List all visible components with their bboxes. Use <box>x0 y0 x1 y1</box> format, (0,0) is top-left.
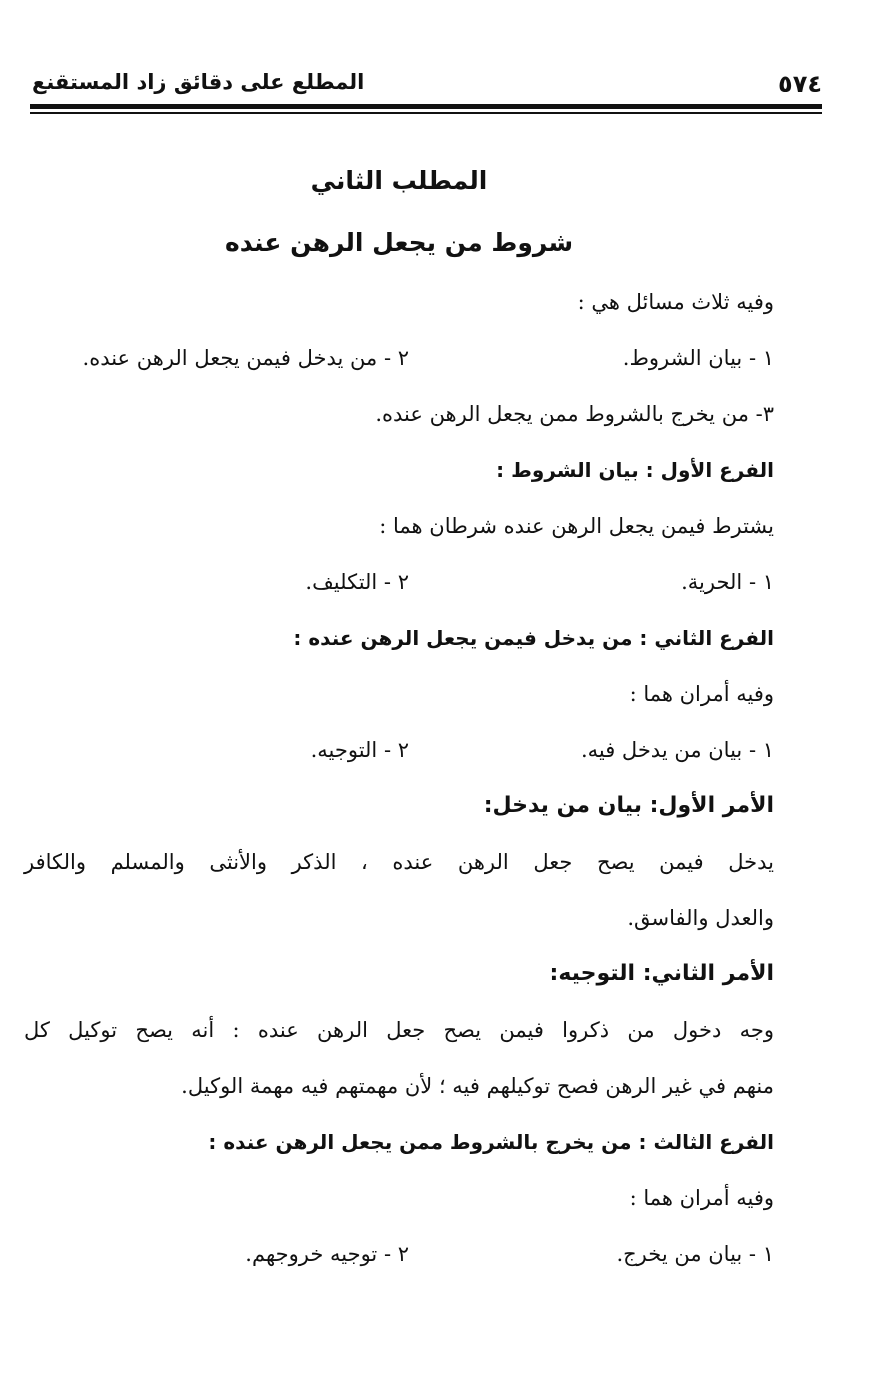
matter-heading: الأمر الثاني: التوجيه: <box>549 961 774 986</box>
paragraph: وفيه أمران هما : <box>629 1186 774 1210</box>
book-title: المطلع على دقائق زاد المستقنع <box>32 70 365 94</box>
exits-list-row <box>24 1226 774 1282</box>
branch-heading: الفرع الثاني : من يدخل فيمن يجعل الرهن عنده : <box>293 626 774 650</box>
page-body <box>24 150 774 1282</box>
matter-heading: الأمر الأول: بيان من يدخل: <box>483 793 774 818</box>
list-item: ٢ - من يدخل فيمن يجعل الرهن عنده. <box>82 346 409 370</box>
paragraph: يشترط فيمن يجعل الرهن عنده شرطان هما : <box>379 514 774 538</box>
list-item: ١ - بيان الشروط. <box>622 346 774 370</box>
branch-heading: الفرع الأول : بيان الشروط : <box>496 458 774 482</box>
issues-list-row <box>24 330 774 386</box>
paragraph-line: والعدل والفاسق. <box>627 906 774 930</box>
branch-heading: الفرع الثالث : من يخرج بالشروط ممن يجعل الرهن عنده : <box>208 1130 774 1154</box>
list-item: ٢ - التوجيه. <box>310 738 409 762</box>
intro-line: وفيه ثلاث مسائل هي : <box>577 290 774 314</box>
header-rule-thin <box>30 112 822 114</box>
paragraph: وفيه أمران هما : <box>629 682 774 706</box>
page-number: ٥٧٤ <box>778 70 822 98</box>
matters-list-row <box>24 722 774 778</box>
paragraph-line: وجه دخول من ذكروا فيمن يصح جعل الرهن عنده : أنه يصح توكيل كل <box>24 1018 774 1042</box>
paragraph-line: يدخل فيمن يصح جعل الرهن عنده ، الذكر والأنثى والمسلم والكافر <box>24 850 774 874</box>
list-item: ٢ - توجيه خروجهم. <box>245 1242 409 1266</box>
paragraph-line: منهم في غير الرهن فصح توكيلهم فيه ؛ لأن مهمتهم فيه مهمة الوكيل. <box>181 1074 774 1098</box>
list-item: ١ - بيان من يخرج. <box>616 1242 774 1266</box>
list-item: ١ - الحرية. <box>681 570 774 594</box>
conditions-list-row <box>24 554 774 610</box>
running-header <box>32 62 822 102</box>
section-title: المطلب الثاني <box>310 166 488 195</box>
list-item: ٣- من يخرج بالشروط ممن يجعل الرهن عنده. <box>375 402 774 426</box>
section-subtitle: شروط من يجعل الرهن عنده <box>224 228 574 257</box>
list-item: ٢ - التكليف. <box>305 570 409 594</box>
header-rule-thick <box>30 104 822 109</box>
list-item: ١ - بيان من يدخل فيه. <box>580 738 774 762</box>
